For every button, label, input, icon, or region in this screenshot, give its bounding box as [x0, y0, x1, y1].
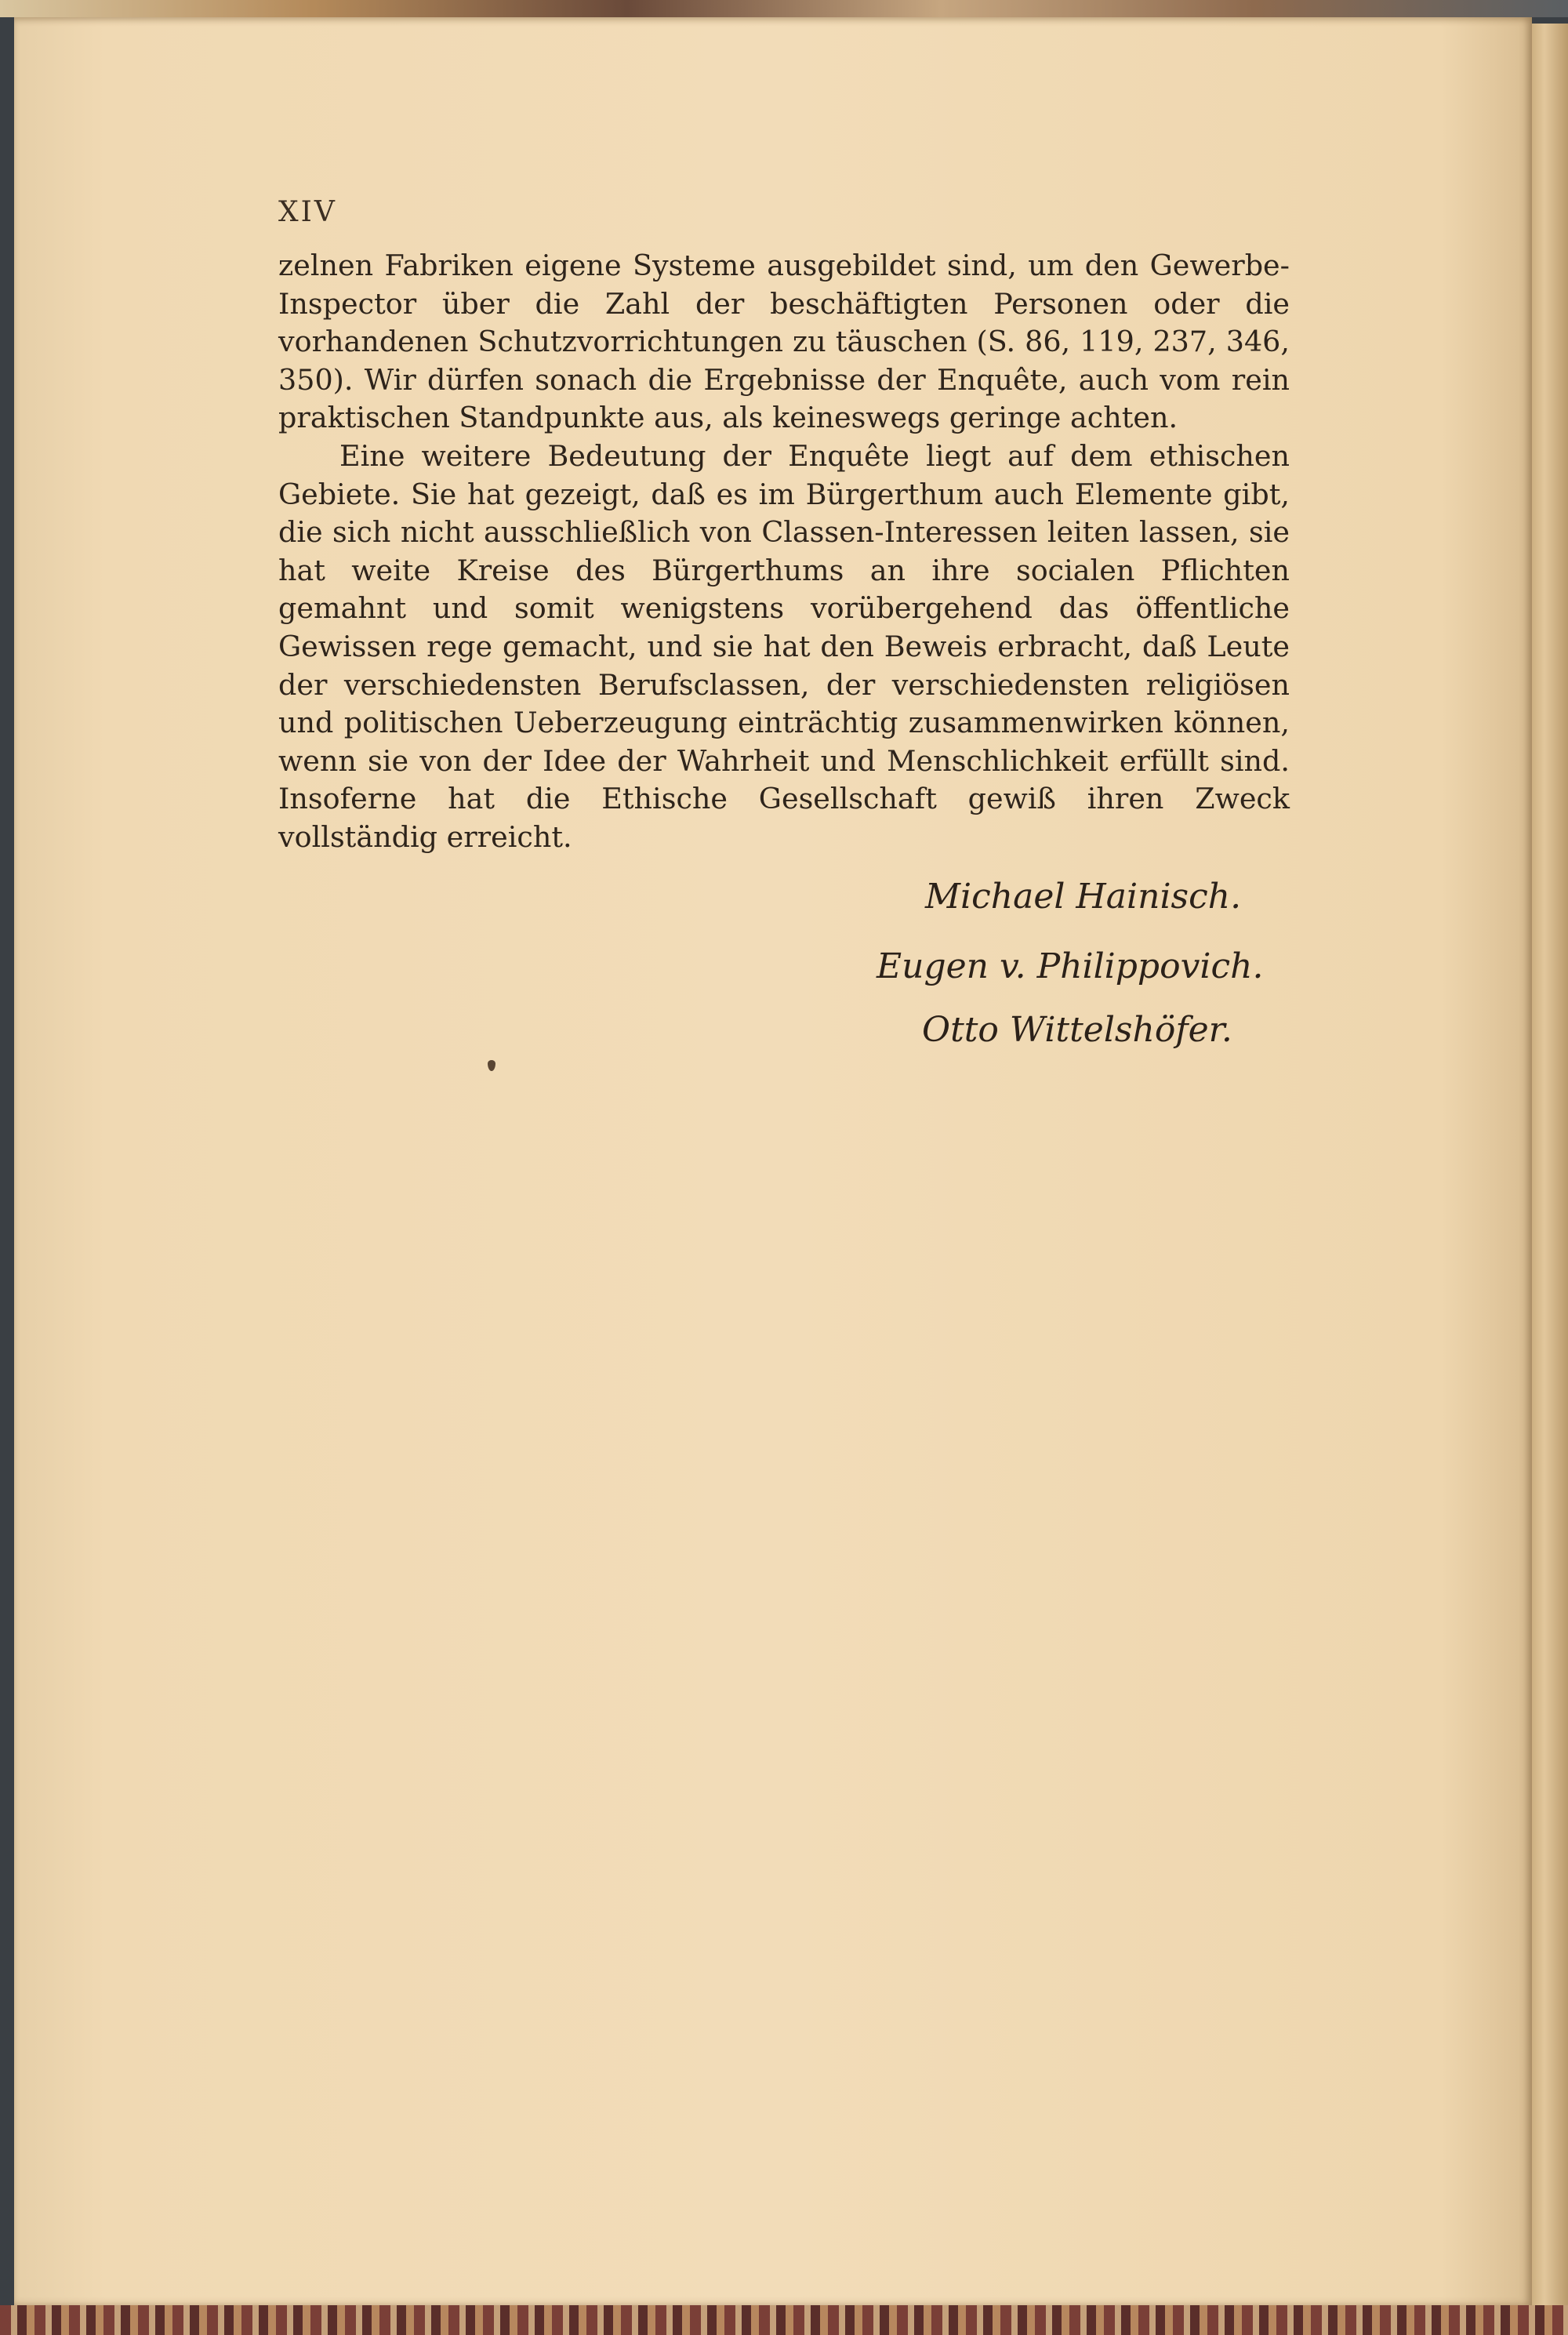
signature-michael-hainisch: Michael Hainisch. — [925, 877, 1242, 917]
signature-eugen-philippovich: Eugen v. Philippovich. — [877, 946, 1264, 986]
book-fore-edge — [1529, 24, 1568, 2305]
signature-otto-wittelshoefer: Otto Wittelshöfer. — [922, 1010, 1232, 1050]
book-bottom-edge — [0, 2305, 1568, 2335]
book-top-edge — [0, 0, 1568, 17]
body-text — [278, 247, 1290, 857]
paragraph-1: zelnen Fabriken eigene Systeme ausgebildet sind, um den Gewerbe-Inspector über die Zahl der beschäftigten Personen oder die vorhandenen Schutzvorrichtungen zu täuschen (S. 86, 119, 237, 346, 350). Wir dürfen sonach die Ergebnisse der Enquête, auch vom rein praktischen Standpunkte aus, als keineswegs geringe achten. — [278, 249, 1290, 435]
page-number: XIV — [278, 196, 337, 228]
paragraph-2: Eine weitere Bedeutung der Enquête liegt auf dem ethischen Gebiete. Sie hat gezeigt, daß es im Bürgerthum auch Elemente gibt, die sich nicht ausschließlich von Classen-Interessen leiten lassen, sie hat weite Kreise des Bürgerthums an ihre socialen Pflichten gemahnt und somit wenigstens vorübergehend das öffentliche Gewissen rege gemacht, und sie hat den Beweis erbracht, daß Leute der verschiedensten Berufsclassen, der verschiedensten religiösen und politischen Ueberzeugung einträchtig zusammenwirken können, wenn sie von der Idee der Wahrheit und Menschlichkeit erfüllt sind. Insoferne hat die Ethische Gesellschaft gewiß ihren Zweck vollständig erreicht. — [278, 438, 1290, 854]
